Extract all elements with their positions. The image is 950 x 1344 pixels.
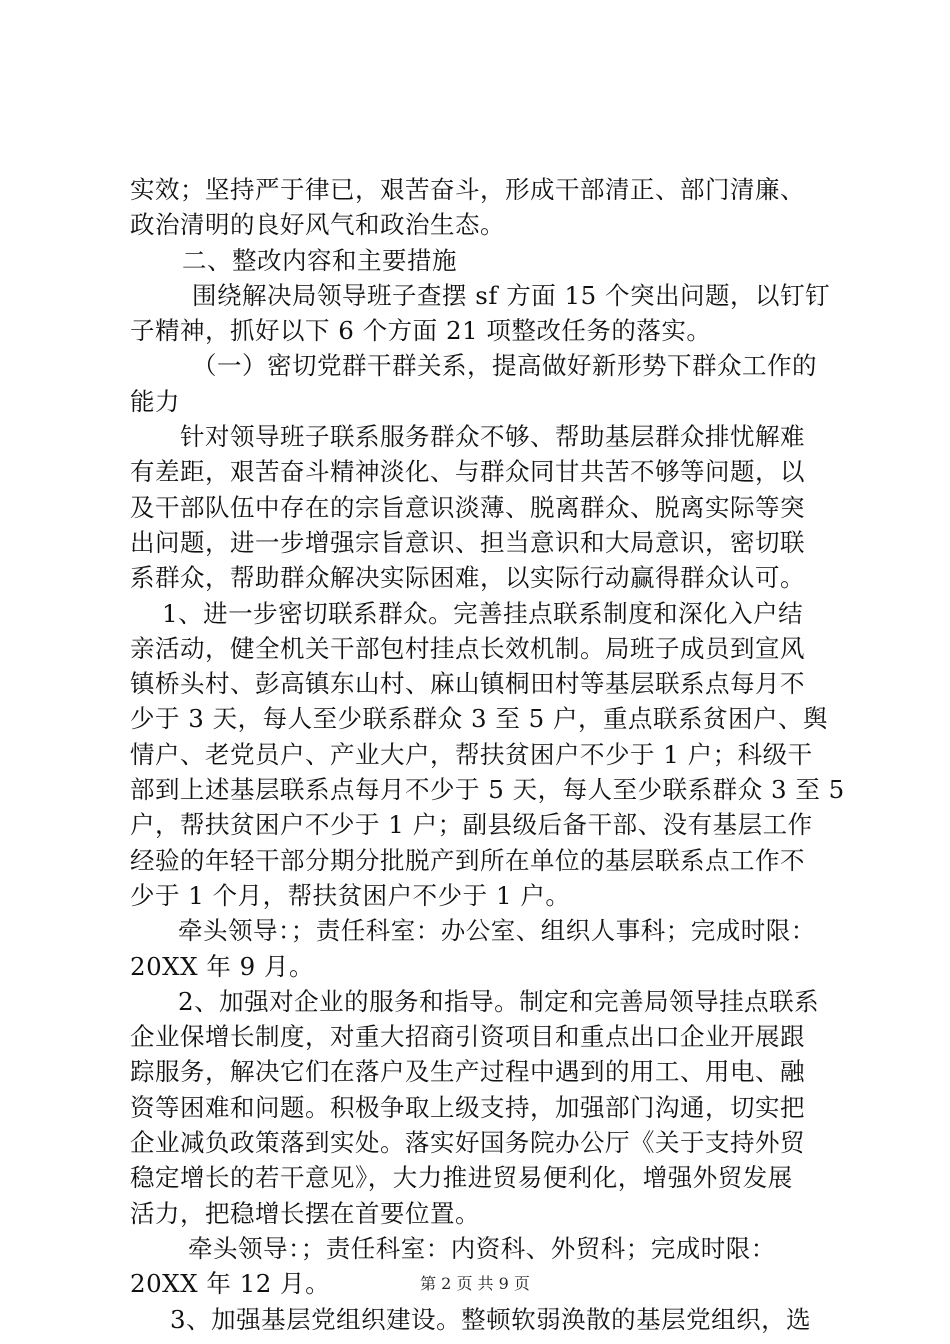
subsection-heading: （一）密切党群干群关系，提高做好新形势下群众工作的 [192, 351, 817, 381]
paragraph-line: 针对领导班子联系服务群众不够、帮助基层群众排忧解难 [180, 422, 805, 452]
paragraph-line: 少于 1 个月，帮扶贫困户不少于 1 户。 [130, 880, 571, 910]
paragraph-line: 1、进一步密切联系群众。完善挂点联系制度和深化入户结 [162, 598, 804, 628]
document-body [130, 172, 845, 1337]
paragraph-line: 少于 3 天，每人至少联系群众 3 至 5 户，重点联系贫困户、舆 [130, 704, 828, 734]
responsibility-line: 牵头领导：；责任科室：办公室、组织人事科；完成时限： [178, 916, 816, 946]
paragraph-line: 系群众，帮助群众解决实际困难，以实际行动赢得群众认可。 [130, 563, 805, 593]
paragraph-line: 经验的年轻干部分期分批脱产到所在单位的基层联系点工作不 [130, 845, 805, 875]
paragraph-line: 及干部队伍中存在的宗旨意识淡薄、脱离群众、脱离实际等突 [130, 492, 805, 522]
paragraph-line: 户，帮扶贫困户不少于 1 户；副县级后备干部、没有基层工作 [130, 810, 813, 840]
paragraph-line: 企业保增长制度，对重大招商引资项目和重点出口企业开展跟 [130, 1022, 805, 1052]
paragraph-line: 资等困难和问题。积极争取上级支持，加强部门沟通，切实把 [130, 1092, 805, 1122]
paragraph-line: 出问题，进一步增强宗旨意识、担当意识和大局意识，密切联 [130, 527, 805, 557]
section-heading: 二、整改内容和主要措施 [182, 245, 457, 275]
responsibility-line: 牵头领导：；责任科室：内资科、外贸科；完成时限： [188, 1233, 776, 1263]
paragraph-line: 政治清明的良好风气和政治生态。 [130, 210, 505, 240]
page-footer [0, 1271, 950, 1294]
paragraph-line: 部到上述基层联系点每月不少于 5 天，每人至少联系群众 3 至 5 [130, 775, 845, 805]
paragraph-line: 实效；坚持严于律已，艰苦奋斗，形成干部清正、部门清廉、 [130, 175, 805, 204]
deadline-line: 20XX 年 9 月。 [130, 951, 315, 981]
deadline-line: 20XX 年 12 月。 [130, 1269, 331, 1299]
page-indicator: 第 2 页 共 9 页 [420, 1274, 530, 1293]
paragraph-line: 活力，把稳增长摆在首要位置。 [130, 1198, 480, 1228]
subsection-heading: 能力 [130, 386, 180, 416]
paragraph-line: 稳定增长的若干意见》，大力推进贸易便利化，增强外贸发展 [130, 1163, 793, 1193]
paragraph-line: 亲活动，健全机关干部包村挂点长效机制。局班子成员到宣风 [130, 633, 805, 663]
paragraph-line: 企业减负政策落到实处。落实好国务院办公厅《关于支持外贸 [130, 1128, 805, 1158]
paragraph-line: 3、加强基层党组织建设。整顿软弱涣散的基层党组织，选 [170, 1304, 812, 1334]
paragraph-line: 踪服务，解决它们在落户及生产过程中遇到的用工、用电、融 [130, 1057, 805, 1087]
paragraph-line: 情户、老党员户、产业大户，帮扶贫困户不少于 1 户；科级干 [130, 739, 813, 769]
paragraph-line: 围绕解决局领导班子查摆 sf 方面 15 个突出问题，以钉钉 [192, 280, 830, 310]
paragraph-line: 镇桥头村、彭高镇东山村、麻山镇桐田村等基层联系点每月不 [130, 669, 805, 699]
paragraph-line: 子精神，抓好以下 6 个方面 21 项整改任务的落实。 [130, 316, 712, 346]
paragraph-line: 2、加强对企业的服务和指导。制定和完善局领导挂点联系 [178, 986, 820, 1016]
paragraph-line: 有差距，艰苦奋斗精神淡化、与群众同甘共苦不够等问题，以 [130, 457, 805, 487]
